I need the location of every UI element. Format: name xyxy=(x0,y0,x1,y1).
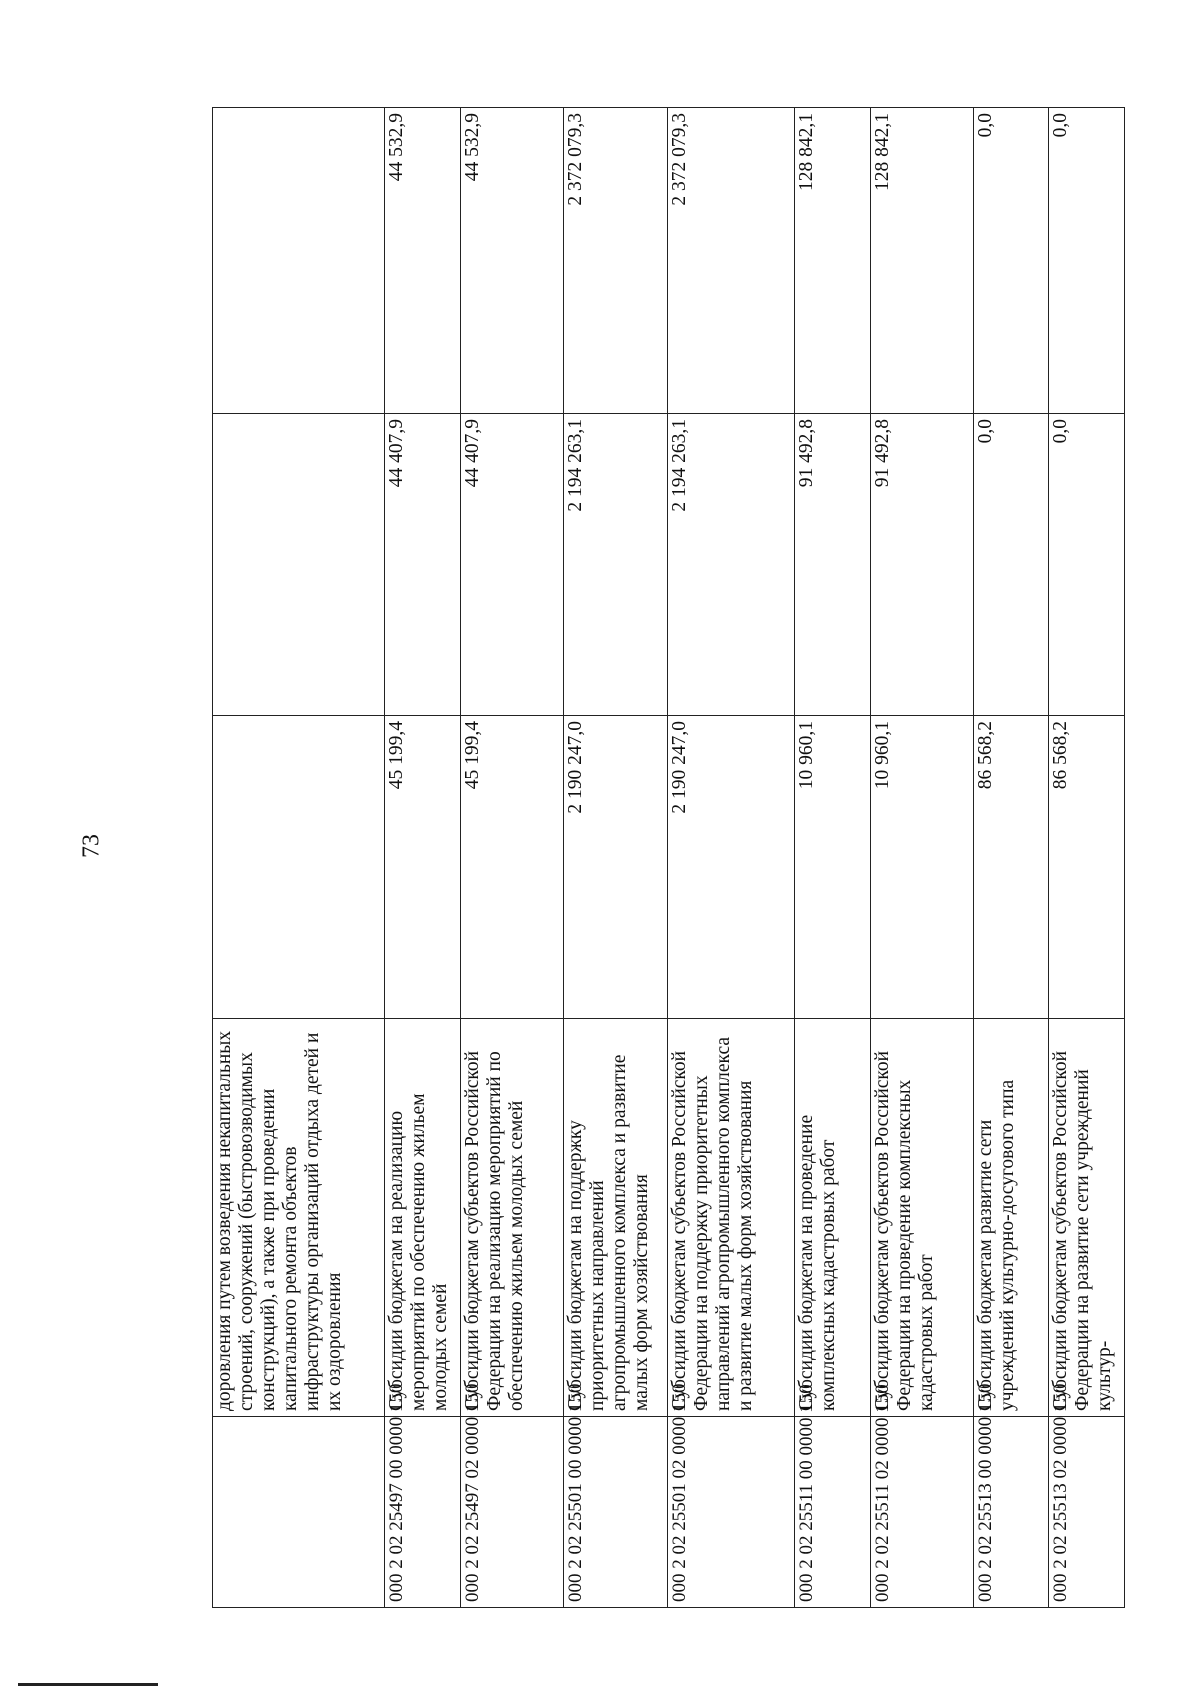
income-name-cell: Субсидии бюджетам субъектов Российской Федерации на реализацию мероприятий по обеспечению жильем молодых семей xyxy=(460,1019,563,1417)
income-name-cell: Субсидии бюджетам субъектов Российской Федерации на проведение комплексных кадастровых работ xyxy=(870,1019,973,1417)
table-row xyxy=(213,108,385,1608)
value-cell-2: 2 194 263,1 xyxy=(564,414,667,716)
value-cell-2: 0,0 xyxy=(974,414,1049,716)
value-cell-2: 91 492,8 xyxy=(795,414,870,716)
income-name-cell: Субсидии бюджетам субъектов Российской Федерации на развитие сети учреждений культур- xyxy=(1049,1019,1125,1417)
income-name-cell: Субсидии бюджетам на реализацию мероприятий по обеспечению жильем молодых семей xyxy=(385,1019,460,1417)
value-cell-1: 86 568,2 xyxy=(1049,716,1125,1019)
value-cell-2 xyxy=(213,414,385,716)
rotated-table-container xyxy=(212,108,1125,1608)
budget-code-cell: 000 2 02 25511 00 0000 150 xyxy=(795,1417,870,1608)
page-number: 73 xyxy=(78,834,105,858)
table-row xyxy=(974,108,1049,1608)
budget-code-cell: 000 2 02 25501 02 0000 150 xyxy=(667,1417,794,1608)
value-cell-3: 2 372 079,3 xyxy=(667,108,794,414)
budget-code-cell: 000 2 02 25513 02 0000 150 xyxy=(1049,1417,1125,1608)
value-cell-3: 128 842,1 xyxy=(870,108,973,414)
budget-code-cell xyxy=(213,1417,385,1608)
table-row xyxy=(564,108,667,1608)
budget-code-cell: 000 2 02 25497 02 0000 150 xyxy=(460,1417,563,1608)
value-cell-2: 91 492,8 xyxy=(870,414,973,716)
table-row xyxy=(870,108,973,1608)
table-row xyxy=(667,108,794,1608)
value-cell-3: 44 532,9 xyxy=(460,108,563,414)
value-cell-1: 10 960,1 xyxy=(870,716,973,1019)
value-cell-1: 86 568,2 xyxy=(974,716,1049,1019)
value-cell-2: 44 407,9 xyxy=(385,414,460,716)
value-cell-1: 2 190 247,0 xyxy=(667,716,794,1019)
value-cell-2: 2 194 263,1 xyxy=(667,414,794,716)
value-cell-3: 2 372 079,3 xyxy=(564,108,667,414)
value-cell-1 xyxy=(213,716,385,1019)
budget-code-cell: 000 2 02 25497 00 0000 150 xyxy=(385,1417,460,1608)
value-cell-2: 44 407,9 xyxy=(460,414,563,716)
value-cell-1: 10 960,1 xyxy=(795,716,870,1019)
value-cell-3 xyxy=(213,108,385,414)
value-cell-2: 0,0 xyxy=(1049,414,1125,716)
budget-code-cell: 000 2 02 25511 02 0000 150 xyxy=(870,1417,973,1608)
value-cell-3: 0,0 xyxy=(1049,108,1125,414)
income-name-cell: Субсидии бюджетам на поддержку приоритетных направлений агропромышленного комплекса и развитие малых форм хозяйствования xyxy=(564,1019,667,1417)
income-name-cell: доровления путем возведения некапитальных строений, сооружений (быстровозводимых конструкций), а также при проведении капитального ремонта объектов инфраструктуры организаций отдыха детей и их оздоровления xyxy=(213,1019,385,1417)
income-name-cell: Субсидии бюджетам на проведение комплексных кадастровых работ xyxy=(795,1019,870,1417)
bottom-edge-mark xyxy=(18,1683,158,1686)
income-name-cell: Субсидии бюджетам субъектов Российской Федерации на поддержку приоритетных направлений агропромышленного комплекса и развитие малых форм хозяйствования xyxy=(667,1019,794,1417)
budget-table xyxy=(212,107,1125,1608)
table-row xyxy=(1049,108,1125,1608)
value-cell-3: 44 532,9 xyxy=(385,108,460,414)
value-cell-1: 45 199,4 xyxy=(385,716,460,1019)
value-cell-3: 0,0 xyxy=(974,108,1049,414)
table-row xyxy=(460,108,563,1608)
value-cell-1: 2 190 247,0 xyxy=(564,716,667,1019)
value-cell-1: 45 199,4 xyxy=(460,716,563,1019)
value-cell-3: 128 842,1 xyxy=(795,108,870,414)
table-row xyxy=(385,108,460,1608)
income-name-cell: Субсидии бюджетам развитие сети учреждений культурно-досугового типа xyxy=(974,1019,1049,1417)
table-row xyxy=(795,108,870,1608)
budget-code-cell: 000 2 02 25501 00 0000 150 xyxy=(564,1417,667,1608)
budget-code-cell: 000 2 02 25513 00 0000 150 xyxy=(974,1417,1049,1608)
